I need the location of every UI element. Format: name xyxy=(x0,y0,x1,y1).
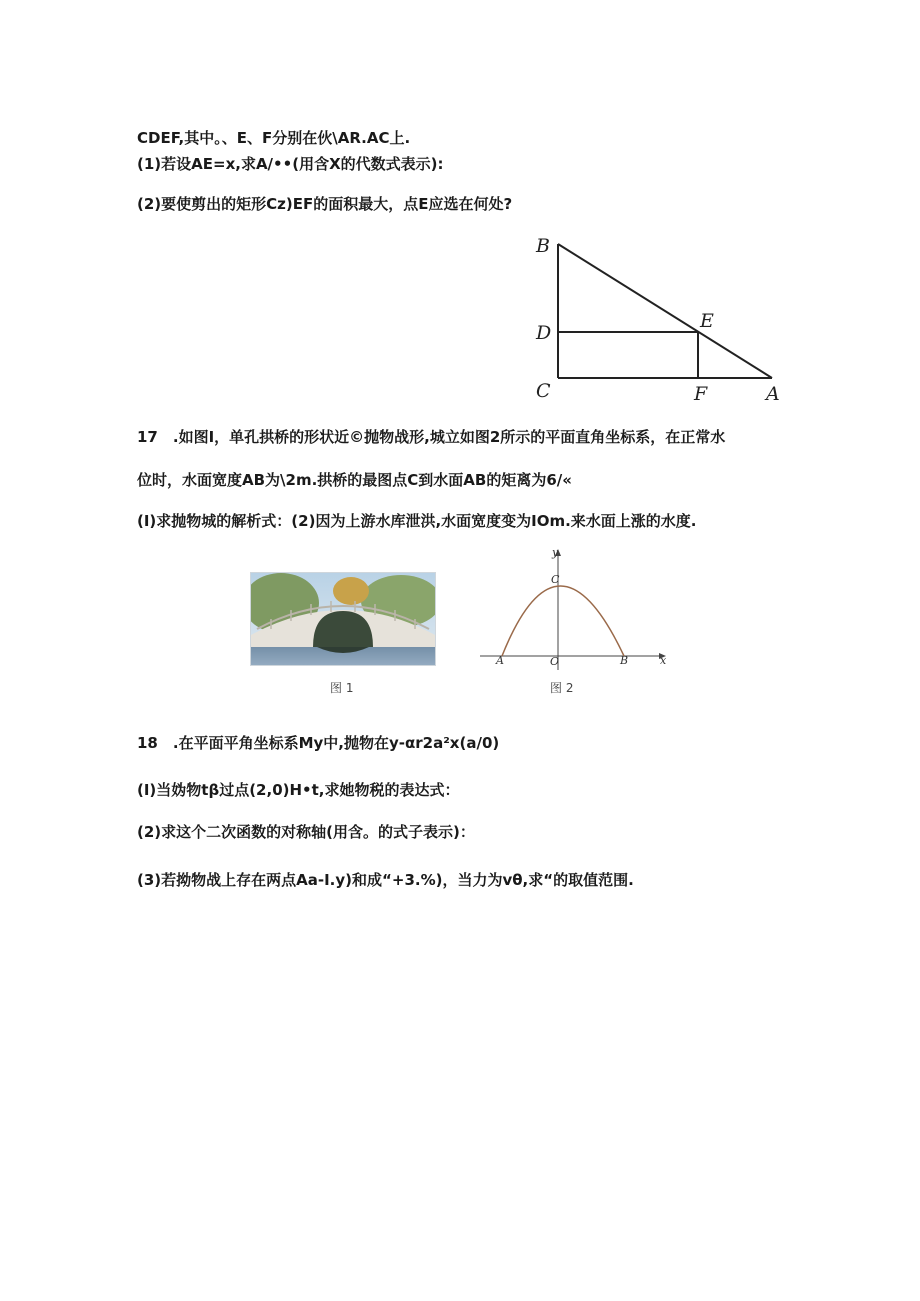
bridge-photo xyxy=(250,572,436,666)
problem16-line1: CDEF,其中。、E、F分别在伙\AR.AC上. xyxy=(137,129,411,147)
problem17-line1: 17 .如图I，单孔拱桥的形状近©抛物战形,城立如图2所示的平面直角坐标系，在正常水 xyxy=(137,428,726,446)
label-E: E xyxy=(700,310,714,332)
problem18-question2: (2)求这个二次函数的对称轴(用含。的式子表示)： xyxy=(137,823,475,841)
graph-label-O: O xyxy=(550,655,560,668)
graph-label-A: A xyxy=(496,654,504,667)
figure2-caption: 图 2 xyxy=(550,681,574,695)
graph-label-C: C xyxy=(551,573,560,586)
label-F: F xyxy=(694,383,708,405)
problem16-question1: (1)若设AE=x,求A/••(用含X的代数式表示): xyxy=(137,155,444,173)
problem16-question2: (2)要使剪出的矩形Cz)EF的面积最大，点E应选在何处? xyxy=(137,195,513,213)
graph-label-x: x xyxy=(660,654,667,667)
graph-label-y: y xyxy=(552,546,559,559)
problem17-line2: 位时，水面宽度AB为\2m.拱桥的最图点C到水面AB的矩离为6/« xyxy=(137,471,572,489)
label-D: D xyxy=(536,322,552,344)
parabola-graph xyxy=(474,546,674,676)
problem18-question3: (3)若拗物战上存在两点Aa-I.y)和成“+3.%)，当力为vθ,求“的取值范围. xyxy=(137,871,634,889)
label-C: C xyxy=(536,380,551,402)
graph-label-B: B xyxy=(620,654,629,667)
problem18-line1: 18 .在平面平角坐标系My中,抛物在y-αr2a²x(a/0) xyxy=(137,734,500,752)
figure1-caption: 图 1 xyxy=(330,681,354,695)
problem18-question1: (I)当妫物tβ过点(2,0)H•t,求她物税的表达式： xyxy=(137,781,460,799)
problem17-line3: (I)求抛物城的解析式：(2)因为上游水库泄洪,水面宽度变为IOm.来水面上涨的水度. xyxy=(137,512,697,530)
label-B: B xyxy=(536,235,550,257)
triangle-figure xyxy=(528,232,788,407)
label-A: A xyxy=(766,383,780,405)
